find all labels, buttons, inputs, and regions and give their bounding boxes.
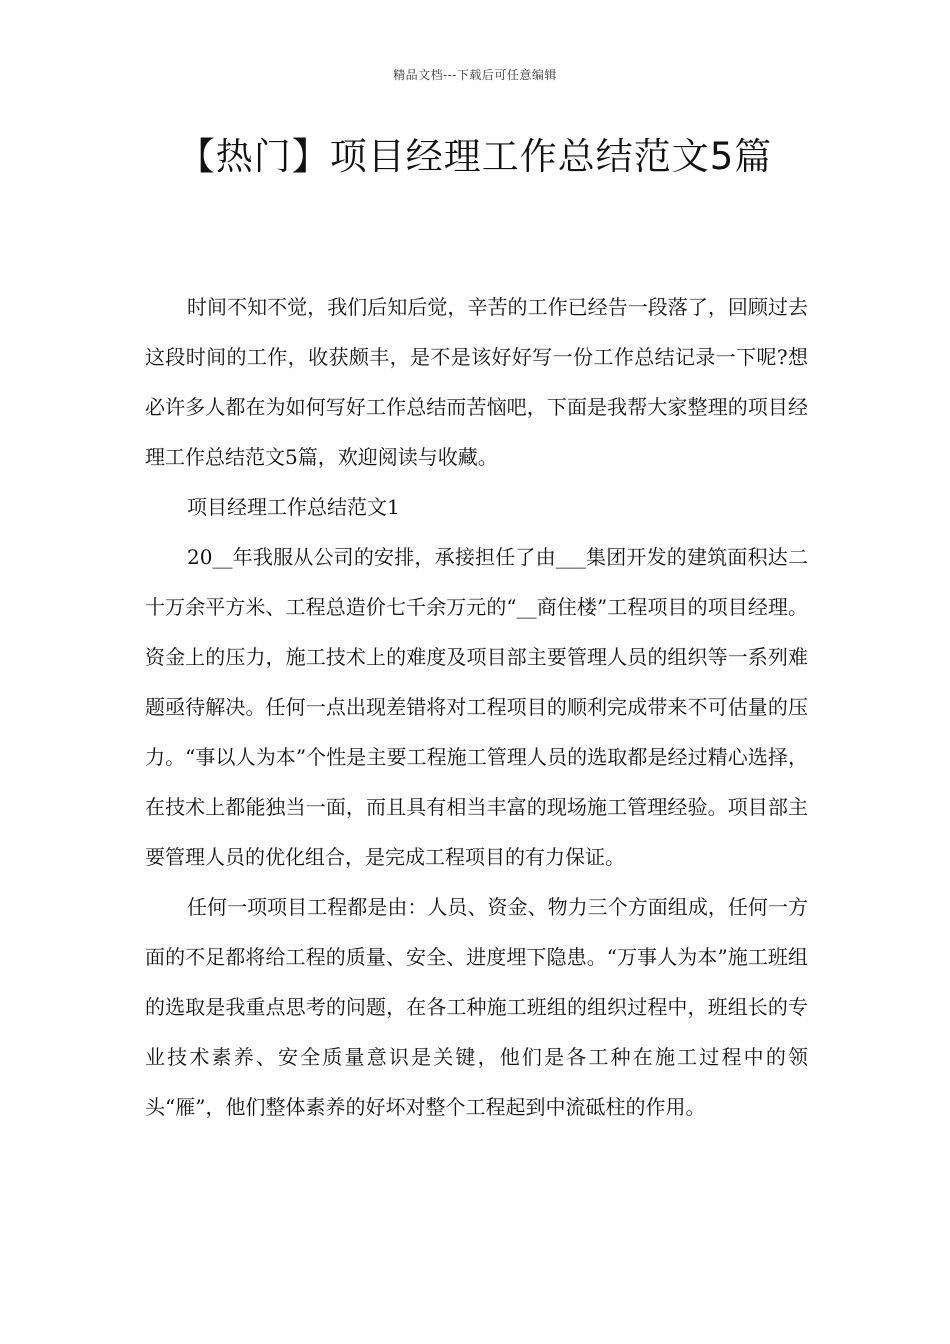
body-paragraph: 20__年我服从公司的安排，承接担任了由___集团开发的建筑面积达二十万余平方米、工程总造价七千余万元的“__商住楼”工程项目的项目经理。资金上的压力，施工技术上的难度及项目部主要管理人员的组织等一系列难题亟待解决。任何一点出现差错将对工程项目的顺利完成带来不可估量的压力。“事以人为本”个性是主要工程施工管理人员的选取都是经过精心选择，在技术上都能独当一面，而且具有相当丰富的现场施工管理经验。项目部主要管理人员的优化组合，是完成工程项目的有力保证。	[145, 545, 808, 869]
document-title: 【热门】项目经理工作总结范文5篇	[177, 135, 773, 178]
document-body	[145, 282, 808, 1132]
intro-paragraph: 时间不知不觉，我们后知后觉，辛苦的工作已经告一段落了，回顾过去这段时间的工作，收获颇丰，是不是该好好写一份工作总结记录一下呢?想必许多人都在为如何写好工作总结而苦恼吧，下面是我帮大家整理的项目经理工作总结范文5篇，欢迎阅读与收藏。	[145, 295, 808, 469]
header-watermark: 精品文档---下载后可任意编辑	[393, 68, 557, 82]
body-paragraph: 任何一项项目工程都是由：人员、资金、物力三个方面组成，任何一方面的不足都将给工程的质量、安全、进度埋下隐患。“万事人为本”施工班组的选取是我重点思考的问题，在各工种施工班组的组织过程中，班组长的专业技术素养、安全质量意识是关键，他们是各工种在施工过程中的领头“雁”，他们整体素养的好坏对整个工程起到中流砥柱的作用。	[145, 895, 808, 1119]
section-heading: 项目经理工作总结范文1	[187, 495, 400, 519]
